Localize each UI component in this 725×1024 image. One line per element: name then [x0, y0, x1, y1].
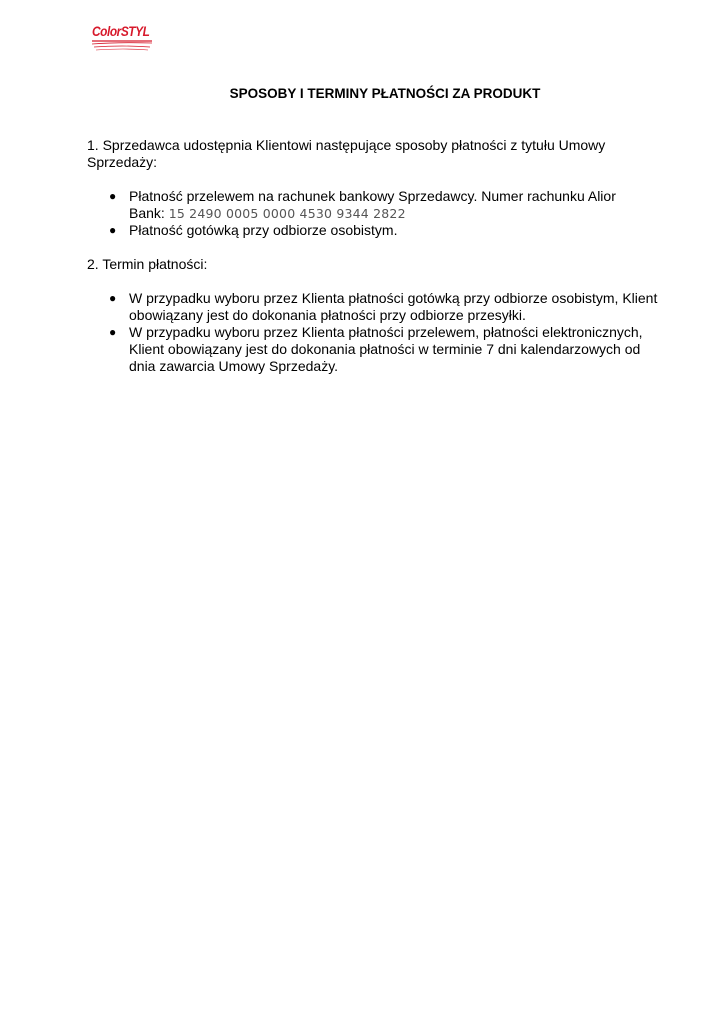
bullet-dot-icon: ●: [109, 291, 117, 305]
bullet-text: Płatność przelewem na rachunek bankowy Sprzedawcy. Numer rachunku Alior: [129, 188, 616, 204]
bullet-dot-icon: ●: [109, 325, 117, 339]
bullet-dot-icon: ●: [109, 223, 117, 237]
bank-label: Bank:: [129, 205, 169, 221]
bullet-text-continuation: obowiązany jest do dokonania płatności przy odbiorze przesyłki.: [129, 307, 526, 323]
bullet-text: Płatność gotówką przy odbiorze osobistym.: [129, 222, 398, 238]
bullet-text: W przypadku wyboru przez Klienta płatności przelewem, płatności elektronicznych,: [129, 324, 643, 340]
bullet-text-continuation: Klient obowiązany jest do dokonania płatności w terminie 7 dni kalendarzowych od: [129, 341, 641, 357]
bullet-text-continuation: dnia zawarcia Umowy Sprzedaży.: [129, 358, 339, 374]
logo-swoosh-icon: [90, 38, 154, 54]
section1-intro-line1: 1. Sprzedawca udostępnia Klientowi następujące sposoby płatności z tytułu Umowy: [87, 137, 606, 153]
section1-intro-line2: Sprzedaży:: [87, 154, 158, 170]
bullet-text: W przypadku wyboru przez Klienta płatności gotówką przy odbiorze osobistym, Klient: [129, 290, 658, 306]
document-title: SPOSOBY I TERMINY PŁATNOŚCI ZA PRODUKT: [229, 86, 541, 101]
section2-heading: 2. Termin płatności:: [87, 256, 208, 272]
bank-account-number: 15 2490 0005 0000 4530 9344 2822: [168, 206, 406, 221]
bullet-text-continuation: [129, 205, 406, 222]
colorstyl-logo: [90, 24, 154, 56]
bullet-dot-icon: ●: [109, 189, 117, 203]
logo-brand-text: ColorSTYL: [92, 24, 150, 39]
